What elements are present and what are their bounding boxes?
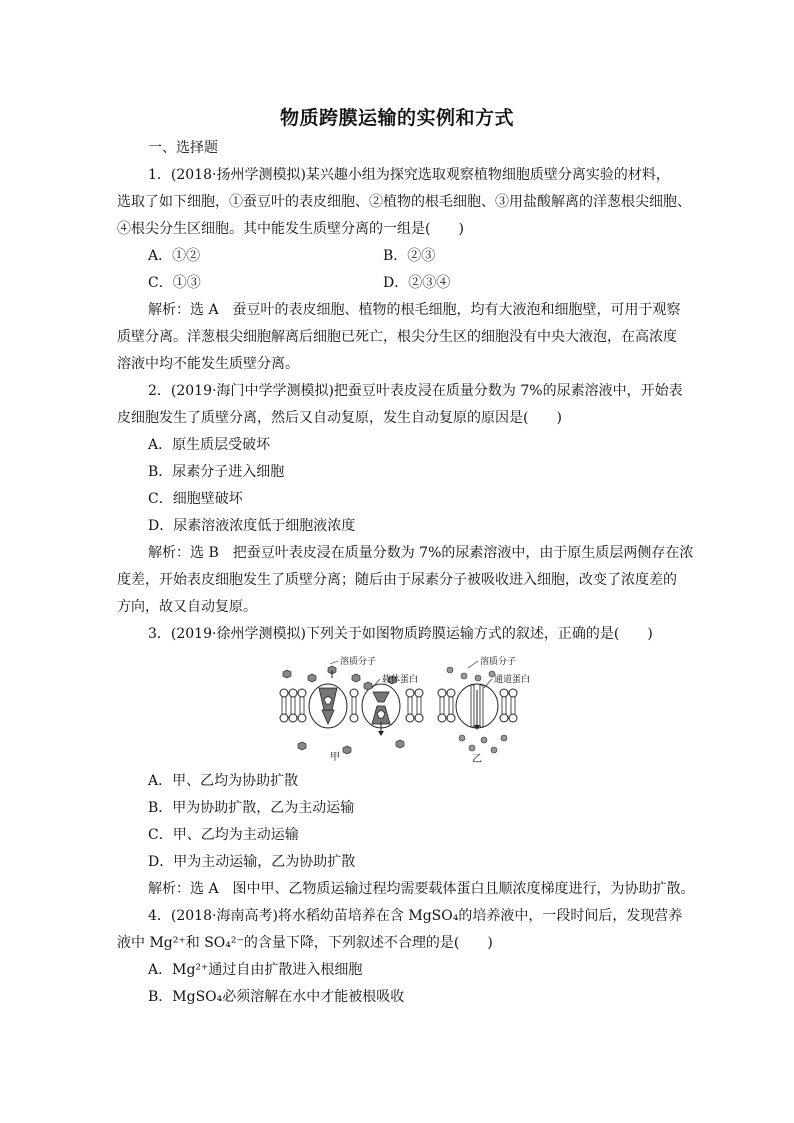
q2-stem-line2: 皮细胞发生了质壁分离，然后又自动复原，发生自动复原的原因是( ) bbox=[117, 410, 562, 426]
q3-answer-line1: 解析：选 A 图中甲、乙物质运输过程均需要载体蛋白且顺浓度梯度进行，为协助扩散。 bbox=[148, 881, 695, 897]
q3-option-b: B．甲为协助扩散，乙为主动运输 bbox=[148, 800, 355, 816]
label-solute-right: 溶质分子 bbox=[480, 657, 517, 667]
q1-option-b: B．②③ bbox=[383, 248, 436, 264]
q4-option-b: B．MgSO₄必须溶解在水中才能被根吸收 bbox=[148, 989, 405, 1005]
q1-option-a: A．①② bbox=[148, 248, 201, 264]
q2-option-c: C．细胞壁破坏 bbox=[148, 491, 243, 507]
q3-stem-line1: 3．(2019·徐州学测模拟)下列关于如图物质跨膜运输方式的叙述，正确的是( ) bbox=[148, 626, 653, 642]
q1-stem-line1: 1．(2018·扬州学测模拟)某兴趣小组为探究选取观察植物细胞质壁分离实验的材料， bbox=[148, 167, 670, 183]
q1-stem-line2: 选取了如下细胞，①蚕豆叶的表皮细胞、②植物的根毛细胞、③用盐酸解离的洋葱根尖细胞、 bbox=[117, 194, 691, 210]
q1-answer-line3: 溶液中均不能发生质壁分离。 bbox=[117, 356, 299, 372]
q1-stem-line3: ④根尖分生区细胞。其中能发生质壁分离的一组是( ) bbox=[117, 221, 464, 237]
q3-option-d: D．甲为主动运输，乙为协助扩散 bbox=[148, 854, 356, 870]
q3-option-c: C．甲、乙均为主动运输 bbox=[148, 827, 299, 843]
q4-option-a: A．Mg²⁺通过自由扩散进入根细胞 bbox=[148, 962, 363, 978]
q1-option-c: C．①③ bbox=[148, 275, 201, 291]
label-solute-left: 溶质分子 bbox=[340, 657, 377, 667]
label-channel-protein: 通道蛋白 bbox=[494, 675, 531, 685]
q2-answer-line3: 方向，故又自动复原。 bbox=[117, 599, 257, 615]
label-jia: 甲 bbox=[330, 752, 340, 763]
q2-option-d: D．尿素溶液浓度低于细胞液浓度 bbox=[148, 518, 356, 534]
q2-answer-line2: 度差，开始表皮细胞发生了质壁分离；随后由于尿素分子被吸收进入细胞，改变了浓度差的 bbox=[117, 572, 677, 588]
q3-option-a: A．甲、乙均为协助扩散 bbox=[148, 773, 299, 789]
membrane-transport-diagram bbox=[272, 652, 532, 764]
label-yi: 乙 bbox=[472, 754, 482, 764]
q2-option-b: B．尿素分子进入细胞 bbox=[148, 464, 285, 480]
q4-stem-line2: 液中 Mg²⁺和 SO₄²⁻的含量下降，下列叙述不合理的是( ) bbox=[117, 935, 493, 951]
q2-option-a: A．原生质层受破坏 bbox=[148, 437, 271, 453]
q2-answer-line1: 解析：选 B 把蚕豆叶表皮浸在质量分数为 7%的尿素溶液中，由于原生质层两侧存在浓 bbox=[148, 545, 694, 561]
label-carrier-protein: 载体蛋白 bbox=[382, 675, 419, 685]
q4-stem-line1: 4．(2018·海南高考)将水稻幼苗培养在含 MgSO₄的培养液中，一段时间后，发现营养 bbox=[148, 908, 683, 924]
q1-answer-line1: 解析：选 A 蚕豆叶的表皮细胞、植物的根毛细胞，均有大液泡和细胞壁，可用于观察 bbox=[148, 302, 681, 318]
page-title: 物质跨膜运输的实例和方式 bbox=[279, 107, 514, 129]
section-heading: 一、选择题 bbox=[148, 140, 218, 156]
q2-stem-line1: 2．(2019·海门中学学测模拟)把蚕豆叶表皮浸在质量分数为 7%的尿素溶液中，开始表 bbox=[148, 383, 683, 399]
q1-option-d: D．②③④ bbox=[383, 275, 451, 291]
q1-answer-line2: 质壁分离。洋葱根尖细胞解离后细胞已死亡，根尖分生区的细胞没有中央大液泡，在高浓度 bbox=[117, 329, 677, 345]
